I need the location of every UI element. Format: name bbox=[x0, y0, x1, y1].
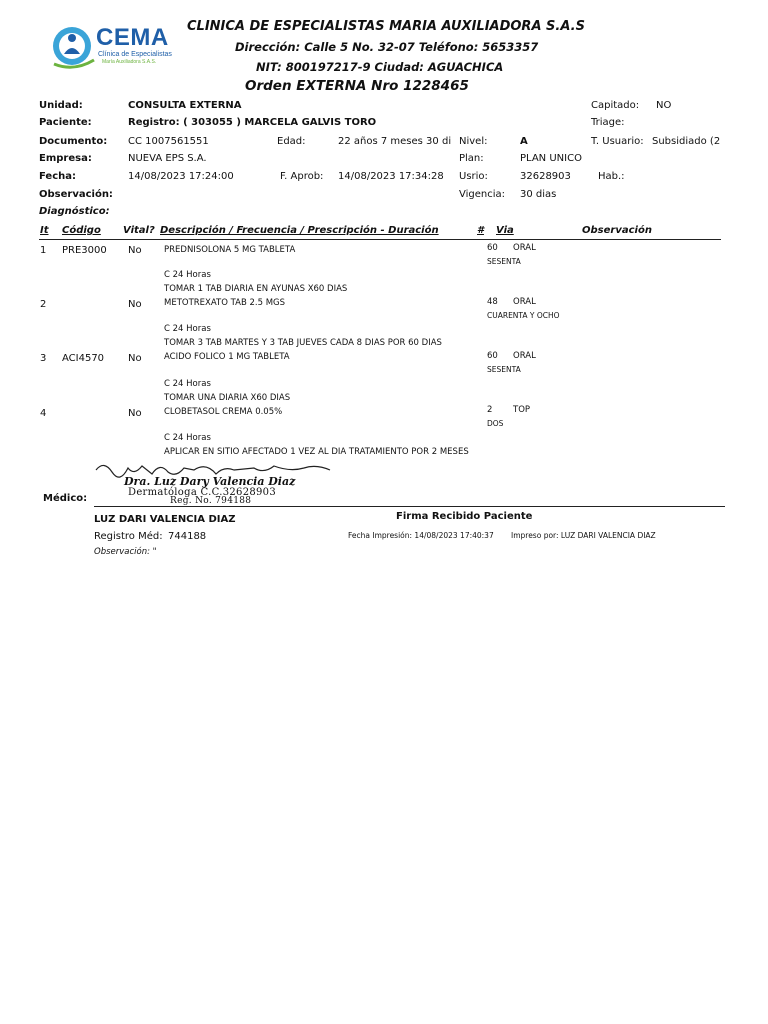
row-frecuencia: C 24 Horas bbox=[164, 379, 211, 389]
header-num: # bbox=[477, 225, 484, 236]
faprob-value: 14/08/2023 17:34:28 bbox=[338, 171, 444, 182]
clinic-address: Dirección: Calle 5 No. 32-07 Teléfono: 5653357 bbox=[235, 40, 539, 54]
logo-name: CEMA bbox=[96, 24, 169, 51]
row-vital: No bbox=[128, 408, 142, 419]
fecha-impresion: Fecha Impresión: 14/08/2023 17:40:37 bbox=[348, 531, 494, 540]
row-cantidad-texto: SESENTA bbox=[487, 257, 521, 266]
capitado-label: Capitado: bbox=[591, 100, 640, 111]
tusuario-value: Subsidiado (2 bbox=[652, 136, 721, 147]
medico-label: Médico: bbox=[43, 493, 88, 504]
row-frecuencia: C 24 Horas bbox=[164, 324, 211, 334]
row-it: 1 bbox=[40, 245, 47, 256]
capitado-value: NO bbox=[656, 100, 672, 111]
row-cantidad: 60 bbox=[487, 351, 498, 361]
paciente-value: Registro: ( 303055 ) MARCELA GALVIS TORO bbox=[128, 117, 377, 128]
row-descripcion: PREDNISOLONA 5 MG TABLETA bbox=[164, 245, 296, 255]
header-observacion: Observación bbox=[582, 225, 652, 236]
paciente-label: Paciente: bbox=[39, 117, 92, 128]
row-vital: No bbox=[128, 353, 142, 364]
row-cantidad: 48 bbox=[487, 297, 498, 307]
row-it: 3 bbox=[40, 353, 47, 364]
header-codigo: Código bbox=[62, 225, 101, 236]
usrio-label: Usrio: bbox=[459, 171, 488, 182]
row-descripcion: CLOBETASOL CREMA 0.05% bbox=[164, 407, 283, 417]
doctor-name: LUZ DARI VALENCIA DIAZ bbox=[94, 514, 236, 525]
triage-label: Triage: bbox=[591, 117, 625, 128]
row-cantidad-texto: DOS bbox=[487, 419, 504, 428]
logo-subtitle-1: Clínica de Especialistas bbox=[98, 51, 172, 58]
header-it: It bbox=[40, 225, 49, 236]
registro-label: Registro Méd: bbox=[94, 531, 163, 542]
plan-label: Plan: bbox=[459, 153, 484, 164]
stamp-line-3: Reg. No. 794188 bbox=[170, 496, 252, 506]
registro-value: 744188 bbox=[168, 531, 207, 542]
row-via: ORAL bbox=[513, 351, 536, 361]
vigencia-label: Vigencia: bbox=[459, 189, 506, 200]
firma-label: Firma Recibido Paciente bbox=[396, 511, 533, 522]
row-frecuencia: C 24 Horas bbox=[164, 433, 211, 443]
row-cantidad-texto: SESENTA bbox=[487, 365, 521, 374]
observacion-label: Observación: bbox=[39, 189, 113, 200]
order-title: Orden EXTERNA Nro 1228465 bbox=[245, 78, 469, 94]
row-prescripcion: APLICAR EN SITIO AFECTADO 1 VEZ AL DIA TRATAMIENTO POR 2 MESES bbox=[164, 447, 469, 457]
logo-subtitle-2: María Auxiliadora S.A.S. bbox=[102, 59, 157, 65]
stamp-line-2: Dermatóloga C.C.32628903 bbox=[128, 487, 277, 498]
row-frecuencia: C 24 Horas bbox=[164, 270, 211, 280]
row-vital: No bbox=[128, 299, 142, 310]
documento-label: Documento: bbox=[39, 136, 108, 147]
row-prescripcion: TOMAR 1 TAB DIARIA EN AYUNAS X60 DIAS bbox=[164, 284, 348, 294]
row-cantidad-texto: CUARENTA Y OCHO bbox=[487, 311, 560, 320]
edad-value: 22 años 7 meses 30 di bbox=[338, 136, 452, 147]
row-via: ORAL bbox=[513, 243, 536, 253]
vigencia-value: 30 dias bbox=[520, 189, 557, 200]
doctor-signature-stamp bbox=[94, 460, 334, 508]
unidad-value: CONSULTA EXTERNA bbox=[128, 100, 242, 111]
row-codigo: ACI4570 bbox=[62, 353, 105, 364]
table-header bbox=[39, 225, 721, 240]
row-via: TOP bbox=[513, 405, 531, 415]
diagnostico-label: Diagnóstico: bbox=[39, 206, 110, 217]
row-it: 2 bbox=[40, 299, 47, 310]
tusuario-label: T. Usuario: bbox=[591, 136, 644, 147]
header-via: Via bbox=[496, 225, 514, 236]
clinic-nit: NIT: 800197217-9 Ciudad: AGUACHICA bbox=[256, 60, 504, 74]
row-descripcion: METOTREXATO TAB 2.5 MGS bbox=[164, 298, 286, 308]
row-prescripcion: TOMAR UNA DIARIA X60 DIAS bbox=[164, 393, 291, 403]
row-descripcion: ACIDO FOLICO 1 MG TABLETA bbox=[164, 352, 290, 362]
clinic-logo bbox=[50, 24, 175, 76]
logo-emblem-icon bbox=[50, 24, 98, 74]
fecha-label: Fecha: bbox=[39, 171, 77, 182]
row-cantidad: 2 bbox=[487, 405, 493, 415]
row-codigo: PRE3000 bbox=[62, 245, 107, 256]
header-vital: Vital? bbox=[123, 225, 155, 236]
row-prescripcion: TOMAR 3 TAB MARTES Y 3 TAB JUEVES CADA 8 DIAS POR 60 DIAS bbox=[164, 338, 442, 348]
clinic-name: CLINICA DE ESPECIALISTAS MARIA AUXILIADORA S.A.S bbox=[187, 19, 585, 34]
plan-value: PLAN UNICO bbox=[520, 153, 582, 164]
fecha-value: 14/08/2023 17:24:00 bbox=[128, 171, 234, 182]
usrio-value: 32628903 bbox=[520, 171, 571, 182]
faprob-label: F. Aprob: bbox=[280, 171, 324, 182]
row-it: 4 bbox=[40, 408, 47, 419]
impreso-por: Impreso por: LUZ DARI VALENCIA DIAZ bbox=[511, 531, 656, 540]
hab-label: Hab.: bbox=[598, 171, 625, 182]
header-descripcion: Descripción / Frecuencia / Prescripción - Duración bbox=[160, 225, 439, 236]
signature-line bbox=[94, 506, 725, 507]
documento-value: CC 1007561551 bbox=[128, 136, 209, 147]
empresa-value: NUEVA EPS S.A. bbox=[128, 153, 207, 164]
nivel-label: Nivel: bbox=[459, 136, 488, 147]
footer-observacion: Observación: " bbox=[94, 547, 157, 557]
row-cantidad: 60 bbox=[487, 243, 498, 253]
row-vital: No bbox=[128, 245, 142, 256]
empresa-label: Empresa: bbox=[39, 153, 92, 164]
row-via: ORAL bbox=[513, 297, 536, 307]
nivel-value: A bbox=[520, 136, 528, 147]
edad-label: Edad: bbox=[277, 136, 306, 147]
stamp-line-1: Dra. Luz Dary Valencia Diaz bbox=[124, 475, 296, 488]
unidad-label: Unidad: bbox=[39, 100, 83, 111]
